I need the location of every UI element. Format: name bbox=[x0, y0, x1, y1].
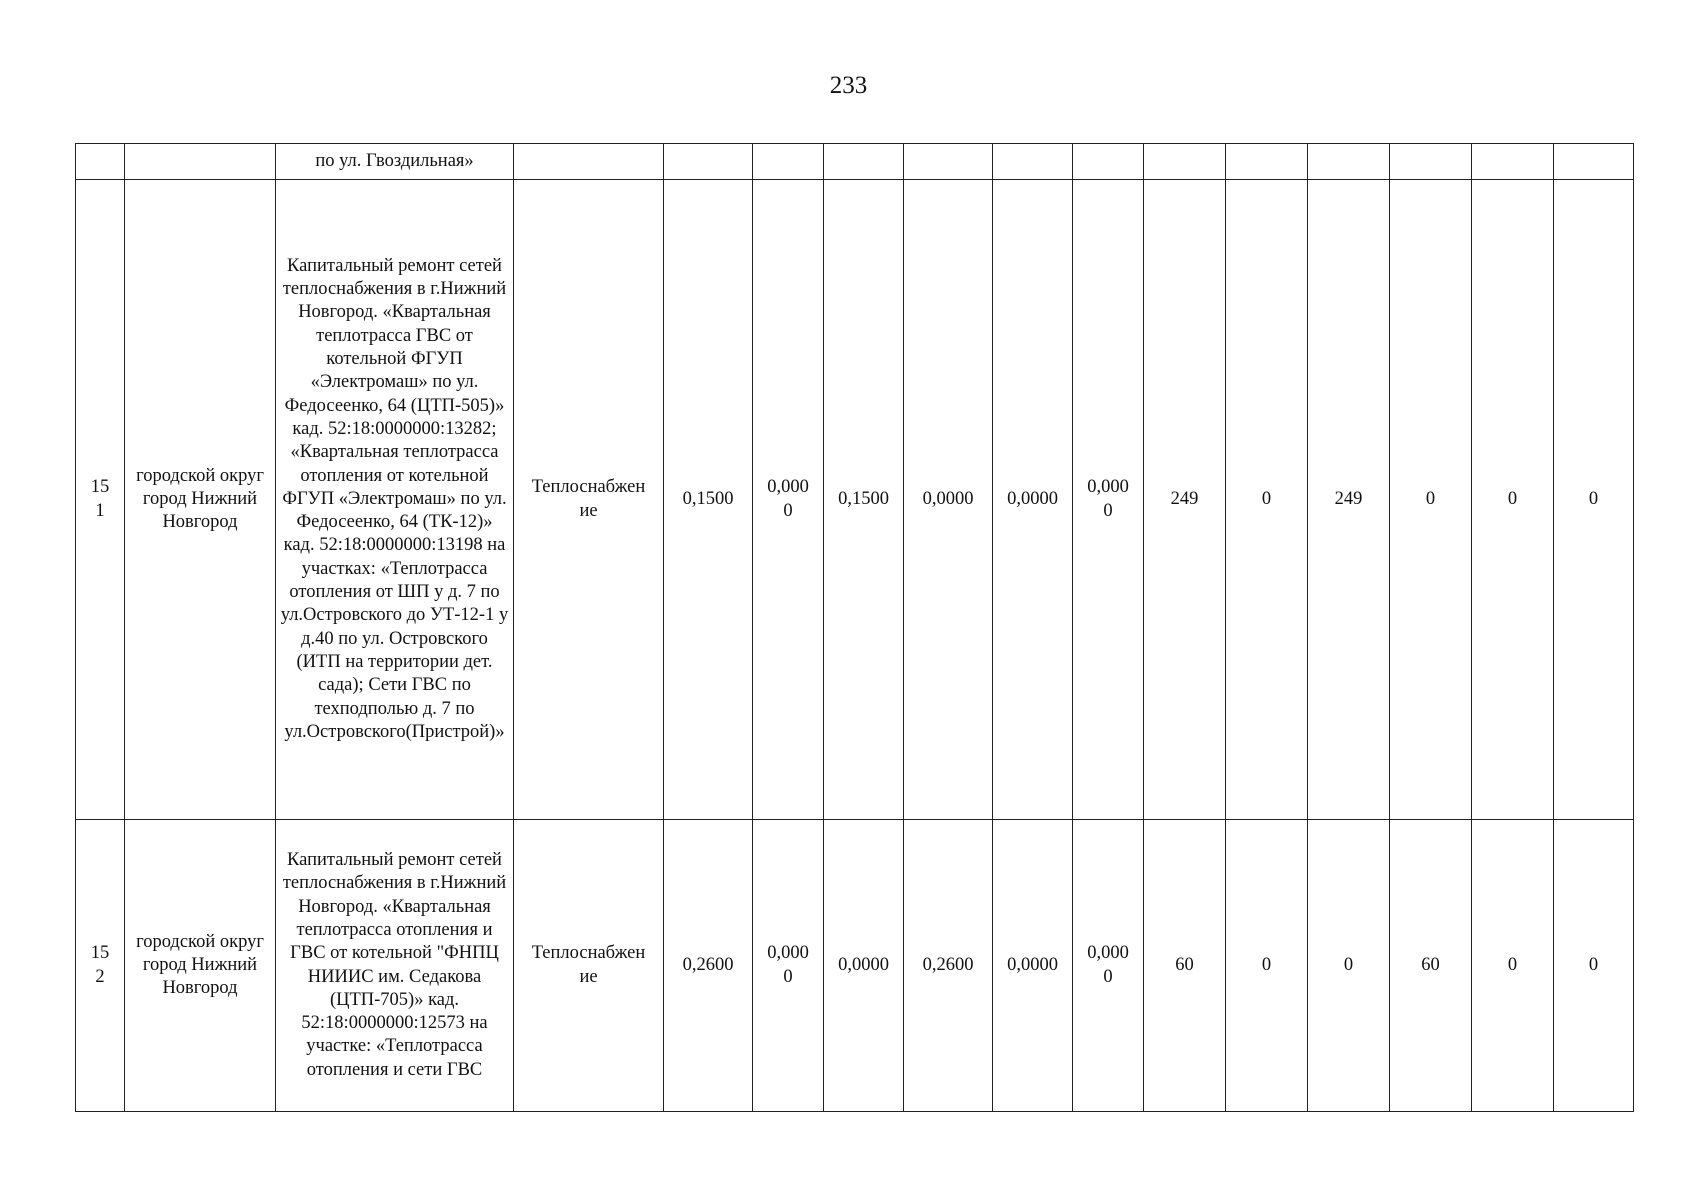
cell-v2: 0,000 0 bbox=[753, 180, 824, 820]
cell-c2 bbox=[1226, 144, 1308, 180]
cell-municipality bbox=[125, 144, 276, 180]
cell-v3 bbox=[824, 144, 904, 180]
cell-number bbox=[76, 144, 125, 180]
cell-c5: 0 bbox=[1472, 820, 1554, 1112]
cell-v4: 0,2600 bbox=[904, 820, 993, 1112]
cell-v3: 0,1500 bbox=[824, 180, 904, 820]
cell-type: Теплоснабжен ие bbox=[514, 180, 664, 820]
cell-type bbox=[514, 144, 664, 180]
cell-v4: 0,0000 bbox=[904, 180, 993, 820]
cell-v1 bbox=[664, 144, 753, 180]
cell-v5: 0,0000 bbox=[993, 820, 1073, 1112]
cell-municipality: городской округ город Нижний Новгород bbox=[125, 820, 276, 1112]
data-table bbox=[75, 143, 1634, 1112]
cell-c4: 0 bbox=[1390, 180, 1472, 820]
cell-c4 bbox=[1390, 144, 1472, 180]
cell-c4: 60 bbox=[1390, 820, 1472, 1112]
cell-name: Капитальный ремонт сетей теплоснабжения в г.Нижний Новгород. «Квартальная теплотрасса ГВС от котельной ФГУП «Электромаш» по ул. Федосеенко, 64 (ЦТП-505)» кад. 52:18:0000000:13282; «Квартальная теплотрасса отопления от котельной ФГУП «Электромаш» по ул. Федосеенко, 64 (ТК-12)» кад. 52:18:0000000:13198 на участках: «Теплотрасса отопления от ШП у д. 7 по ул.Островского до УТ-12-1 у д.40 по ул. Островского (ИТП на территории дет. сада); Сети ГВС по техподполью д. 7 по ул.Островского(Пристрой)» bbox=[276, 180, 514, 820]
cell-c6 bbox=[1554, 144, 1634, 180]
cell-number: 15 1 bbox=[76, 180, 125, 820]
cell-v3: 0,0000 bbox=[824, 820, 904, 1112]
cell-v6: 0,000 0 bbox=[1073, 820, 1144, 1112]
cell-number: 15 2 bbox=[76, 820, 125, 1112]
table-row bbox=[76, 820, 1634, 1112]
cell-v5 bbox=[993, 144, 1073, 180]
table-row-continuation bbox=[76, 144, 1634, 180]
cell-c1: 60 bbox=[1144, 820, 1226, 1112]
cell-v6: 0,000 0 bbox=[1073, 180, 1144, 820]
cell-v1: 0,2600 bbox=[664, 820, 753, 1112]
cell-c6: 0 bbox=[1554, 180, 1634, 820]
cell-c5: 0 bbox=[1472, 180, 1554, 820]
cell-v5: 0,0000 bbox=[993, 180, 1073, 820]
cell-v2: 0,000 0 bbox=[753, 820, 824, 1112]
cell-c2: 0 bbox=[1226, 180, 1308, 820]
cell-c1: 249 bbox=[1144, 180, 1226, 820]
cell-type: Теплоснабжен ие bbox=[514, 820, 664, 1112]
page-number: 233 bbox=[829, 72, 868, 99]
cell-v1: 0,1500 bbox=[664, 180, 753, 820]
cell-name: по ул. Гвоздильная» bbox=[276, 144, 514, 180]
cell-municipality: городской округ город Нижний Новгород bbox=[125, 180, 276, 820]
cell-v4 bbox=[904, 144, 993, 180]
cell-c1 bbox=[1144, 144, 1226, 180]
cell-v2 bbox=[753, 144, 824, 180]
cell-c3: 0 bbox=[1308, 820, 1390, 1112]
cell-v6 bbox=[1073, 144, 1144, 180]
cell-c3 bbox=[1308, 144, 1390, 180]
cell-c2: 0 bbox=[1226, 820, 1308, 1112]
cell-c5 bbox=[1472, 144, 1554, 180]
cell-c3: 249 bbox=[1308, 180, 1390, 820]
table-row bbox=[76, 180, 1634, 820]
cell-c6: 0 bbox=[1554, 820, 1634, 1112]
cell-name: Капитальный ремонт сетей теплоснабжения в г.Нижний Новгород. «Квартальная теплотрасса отопления и ГВС от котельной "ФНПЦ НИИИС им. Седакова (ЦТП-705)» кад. 52:18:0000000:12573 на участке: «Теплотрасса отопления и сети ГВС bbox=[276, 820, 514, 1112]
